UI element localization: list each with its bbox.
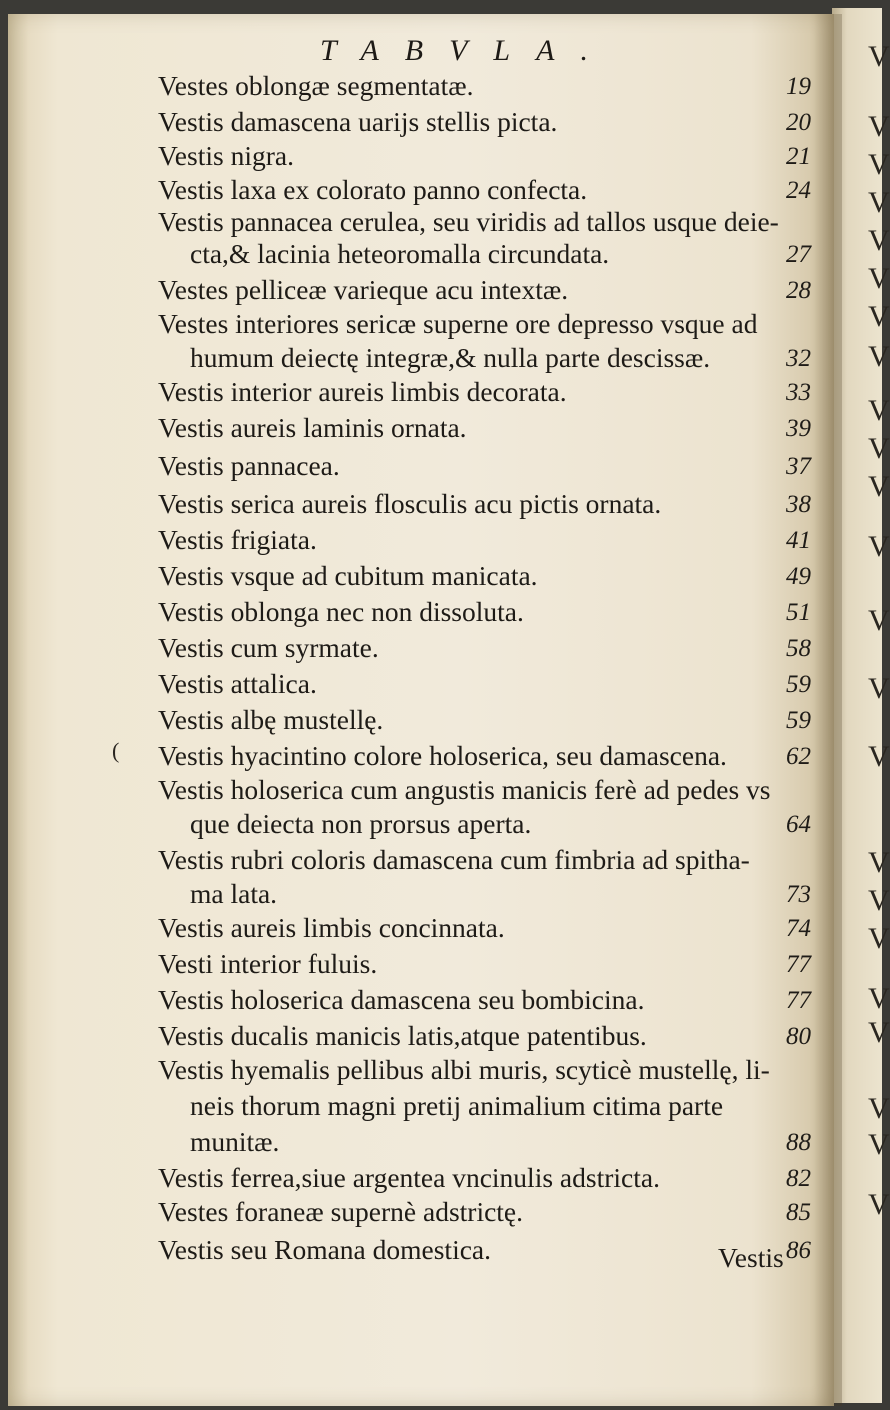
page-number: 19 xyxy=(786,73,811,100)
index-entry-line: Vestis pannacea. xyxy=(158,450,340,481)
index-entry-line: ma lata. xyxy=(190,878,278,909)
facing-page-letter: V xyxy=(868,262,890,295)
index-entry-line: Vestis laxa ex colorato panno confecta. xyxy=(158,174,588,205)
facing-page-letter: V xyxy=(868,40,890,73)
facing-page-letter: V xyxy=(868,300,890,333)
facing-page-letter: V xyxy=(868,846,890,879)
index-entry-line: Vestes foraneæ supernè adstrictę. xyxy=(158,1196,524,1227)
index-entry-line: Vestis albę mustellę. xyxy=(158,704,384,735)
facing-page-letter: V xyxy=(868,740,890,773)
facing-page-letter: V xyxy=(868,1128,890,1161)
page-number: 39 xyxy=(786,415,811,442)
page-number: 51 xyxy=(786,599,811,626)
index-entry-line: Vestis seu Romana domestica. xyxy=(158,1234,491,1265)
catchword: Vestis xyxy=(718,1242,784,1273)
index-entry-line: Vestis oblonga nec non dissoluta. xyxy=(158,596,524,627)
page-number: 77 xyxy=(786,987,811,1014)
facing-page-letter: V xyxy=(868,922,890,955)
page-number: 49 xyxy=(786,563,811,590)
page-number: 85 xyxy=(786,1199,811,1226)
facing-page-letter: V xyxy=(868,432,890,465)
facing-page-letter: V xyxy=(868,340,890,373)
facing-page-letter: V xyxy=(868,148,890,181)
facing-page-letter: V xyxy=(868,224,890,257)
index-entry-line: neis thorum magni pretij animalium citima parte xyxy=(190,1090,724,1121)
index-entry-line: cta,& lacinia heteoromalla circundata. xyxy=(190,238,610,269)
page-header: TABVLA. xyxy=(320,34,614,67)
page-number: 27 xyxy=(786,241,811,268)
spine-shadow xyxy=(814,14,842,1406)
index-entry-line: humum deiectę integræ,& nulla parte descissæ. xyxy=(190,342,711,373)
page-number: 58 xyxy=(786,635,811,662)
page-number: 32 xyxy=(786,345,811,372)
index-entry-line: Vestis vsque ad cubitum manicata. xyxy=(158,560,538,591)
index-entry-line: Vestis aureis limbis concinnata. xyxy=(158,912,505,943)
index-entry-line: Vestis holoserica cum angustis manicis ferè ad pedes vs xyxy=(158,774,771,805)
index-entry-line: Vestis damascena uarijs stellis picta. xyxy=(158,106,558,137)
page-number: 73 xyxy=(786,881,811,908)
index-entry-line: Vestes interiores sericæ superne ore depresso vsque ad xyxy=(158,308,758,339)
index-entry-line: Vestis aureis laminis ornata. xyxy=(158,412,467,443)
index-entry-line: Vestis attalica. xyxy=(158,668,317,699)
margin-mark: ( xyxy=(112,738,120,763)
index-entry-line: Vestis hyacintino colore holoserica, seu damascena. xyxy=(158,740,727,771)
index-entry-line: Vestis ferrea,siue argentea vncinulis adstricta. xyxy=(158,1162,660,1193)
page-number: 86 xyxy=(786,1237,811,1264)
page-number: 88 xyxy=(786,1129,811,1156)
facing-page-letter: V xyxy=(868,394,890,427)
page-number: 82 xyxy=(786,1165,811,1192)
index-entry-line: Vestes oblongæ segmentatæ. xyxy=(158,70,474,101)
index-entry-line: Vestis nigra. xyxy=(158,140,294,171)
facing-page-letter: V xyxy=(868,110,890,143)
page-number: 80 xyxy=(786,1023,811,1050)
page-number: 38 xyxy=(786,491,811,518)
index-entry-line: que deiecta non prorsus aperta. xyxy=(190,808,532,839)
facing-page-letter: V xyxy=(868,884,890,917)
facing-page-letter: V xyxy=(868,982,890,1015)
index-entry-line: Vestis cum syrmate. xyxy=(158,632,379,663)
page-number: 62 xyxy=(786,743,811,770)
page-number: 28 xyxy=(786,277,811,304)
facing-page-letter: V xyxy=(868,1188,890,1221)
index-entry-line: Vestis interior aureis limbis decorata. xyxy=(158,376,567,407)
index-entry-line: Vestes pelliceæ varieque acu intextæ. xyxy=(158,274,569,305)
facing-page-letter: V xyxy=(868,186,890,219)
facing-page-letter: V xyxy=(868,672,890,705)
page-number: 74 xyxy=(786,915,811,942)
facing-page-letter: V xyxy=(868,530,890,563)
facing-page-letter: V xyxy=(868,1016,890,1049)
page-number: 20 xyxy=(786,109,811,136)
page-number: 77 xyxy=(786,951,811,978)
facing-page-letter: V xyxy=(868,470,890,503)
page-number: 64 xyxy=(786,811,811,838)
index-entry-line: Vestis holoserica damascena seu bombicina. xyxy=(158,984,645,1015)
facing-page-letter: V xyxy=(868,1092,890,1125)
page-number: 24 xyxy=(786,177,811,204)
index-entry-line: Vestis pannacea cerulea, seu viridis ad tallos usque deie- xyxy=(158,206,779,237)
index-entry-line: munitæ. xyxy=(190,1126,280,1157)
page-number: 21 xyxy=(786,143,811,170)
page-number: 59 xyxy=(786,671,811,698)
facing-page-letter: V xyxy=(868,604,890,637)
index-entry-line: Vestis ducalis manicis latis,atque patentibus. xyxy=(158,1020,647,1051)
index-entry-line: Vestis hyemalis pellibus albi muris, scyticè mustellę, li- xyxy=(158,1054,770,1085)
page-number: 59 xyxy=(786,707,811,734)
index-entry-line: Vestis frigiata. xyxy=(158,524,317,555)
page-number: 33 xyxy=(786,379,811,406)
index-entry-line: Vesti interior fuluis. xyxy=(158,948,378,979)
page-number: 41 xyxy=(786,527,811,554)
page-number: 37 xyxy=(786,453,811,480)
index-entry-line: Vestis rubri coloris damascena cum fimbria ad spitha- xyxy=(158,844,750,875)
index-entry-line: Vestis serica aureis flosculis acu pictis ornata. xyxy=(158,488,662,519)
